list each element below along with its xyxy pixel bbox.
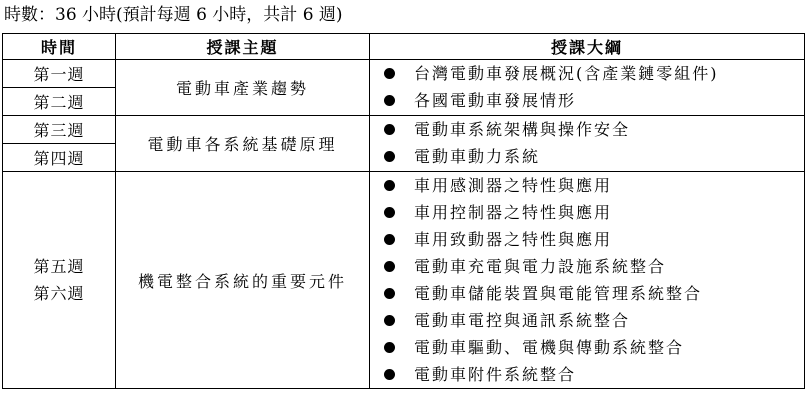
list-item-text: 車用控制器之特性與應用 (414, 203, 613, 222)
outline-list (370, 172, 804, 388)
bullet-icon (384, 151, 395, 162)
list-item-text: 各國電動車發展情形 (414, 91, 577, 110)
table-header-row (3, 34, 805, 60)
course-hours-caption: 時數：36 小時(預計每週 6 小時，共計 6 週) (4, 5, 343, 25)
list-item (370, 361, 804, 388)
outline-cell (370, 172, 805, 389)
list-item-text: 電動車附件系統整合 (414, 365, 577, 384)
header-outline: 授課大綱 (370, 34, 805, 60)
list-item (370, 172, 804, 199)
bullet-icon (384, 342, 395, 353)
list-item (370, 280, 804, 307)
list-item (370, 60, 804, 87)
table-row (3, 172, 805, 389)
week-cell: 第一週 (3, 60, 116, 88)
list-item (370, 253, 804, 280)
list-item (370, 143, 804, 170)
week-cell (3, 172, 116, 389)
outline-list (370, 60, 804, 114)
week-cell: 第二週 (3, 88, 116, 116)
table-row (3, 60, 805, 88)
list-item (370, 334, 804, 361)
list-item (370, 226, 804, 253)
topic-cell: 電動車產業趨勢 (116, 60, 370, 116)
topic-cell: 機電整合系統的重要元件 (116, 172, 370, 389)
bullet-icon (384, 288, 395, 299)
bullet-icon (384, 234, 395, 245)
outline-list (370, 116, 804, 170)
week-cell: 第四週 (3, 144, 116, 172)
bullet-icon (384, 315, 395, 326)
bullet-icon (384, 95, 395, 106)
list-item-text: 電動車儲能裝置與電能管理系統整合 (414, 284, 703, 303)
table-row (3, 116, 805, 144)
list-item (370, 199, 804, 226)
header-time: 時間 (3, 34, 116, 60)
header-topic: 授課主題 (116, 34, 370, 60)
list-item-text: 車用感測器之特性與應用 (414, 176, 613, 195)
outline-cell (370, 116, 805, 172)
list-item-text: 車用致動器之特性與應用 (414, 230, 613, 249)
bullet-icon (384, 180, 395, 191)
course-schedule-table (2, 33, 805, 389)
list-item (370, 116, 804, 143)
list-item-text: 電動車驅動、電機與傳動系統整合 (414, 338, 685, 357)
topic-cell: 電動車各系統基礎原理 (116, 116, 370, 172)
bullet-icon (384, 68, 395, 79)
bullet-icon (384, 261, 395, 272)
bullet-icon (384, 124, 395, 135)
bullet-icon (384, 369, 395, 380)
list-item (370, 307, 804, 334)
outline-cell (370, 60, 805, 116)
list-item-text: 電動車電控與通訊系統整合 (414, 311, 631, 330)
list-item (370, 87, 804, 114)
week-label: 第六週 (33, 284, 85, 303)
bullet-icon (384, 207, 395, 218)
list-item-text: 電動車充電與電力設施系統整合 (414, 257, 667, 276)
list-item-text: 台灣電動車發展概況(含產業鏈零組件) (414, 64, 719, 83)
list-item-text: 電動車動力系統 (414, 147, 541, 166)
week-cell: 第三週 (3, 116, 116, 144)
week-label: 第五週 (33, 257, 85, 276)
list-item-text: 電動車系統架構與操作安全 (414, 120, 631, 139)
